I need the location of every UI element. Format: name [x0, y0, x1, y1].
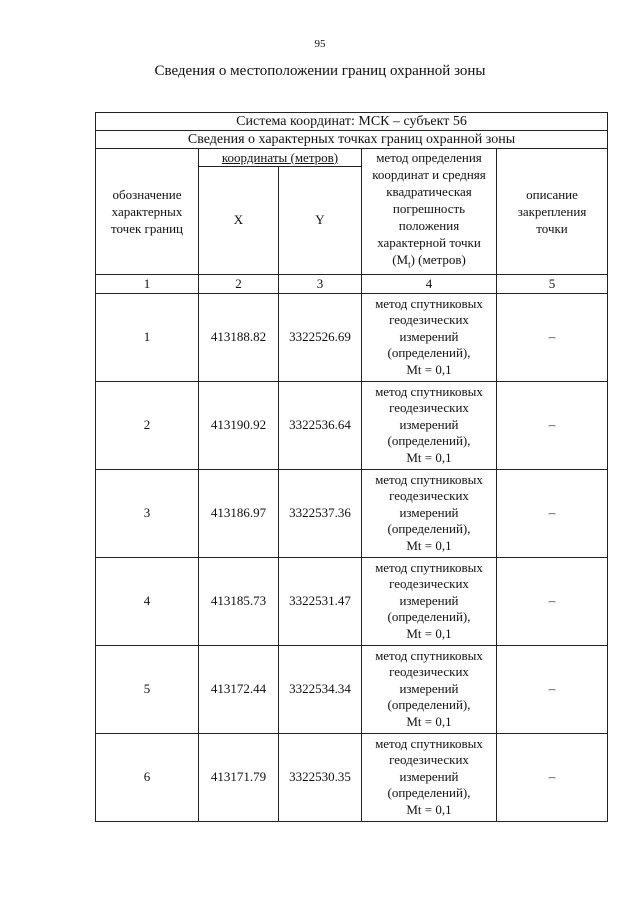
method-line: Mt = 0,1: [406, 713, 452, 729]
method-line: геодезических: [389, 488, 469, 504]
header-method-line: метод определения: [376, 150, 482, 165]
header-fixing: [497, 149, 608, 275]
fixing-cell: –: [497, 645, 608, 733]
x-coordinate-cell: 413186.97: [199, 469, 279, 557]
y-coordinate-cell: 3322531.47: [279, 557, 362, 645]
y-coordinate-cell: 3322536.64: [279, 381, 362, 469]
point-number-cell: 1: [96, 293, 199, 381]
method-line: измерений: [399, 416, 459, 432]
header-method-last-line: [362, 251, 496, 274]
column-number: 5: [497, 274, 608, 293]
section-title-cell: Сведения о характерных точках границ охранной зоны: [96, 131, 608, 149]
method-line: измерений: [399, 328, 459, 344]
method-cell: [362, 557, 497, 645]
y-coordinate-cell: 3322534.34: [279, 645, 362, 733]
table-row: [96, 293, 608, 381]
column-number: 4: [362, 274, 497, 293]
fixing-cell: –: [497, 293, 608, 381]
table-row: [96, 381, 608, 469]
header-point-line: характерных: [111, 203, 183, 219]
point-number-cell: 3: [96, 469, 199, 557]
method-cell: [362, 293, 497, 381]
table-row: [96, 469, 608, 557]
method-line: геодезических: [389, 752, 469, 768]
method-line: метод спутниковых: [375, 559, 483, 575]
column-number-row: [96, 274, 608, 293]
method-line: (определений),: [387, 697, 471, 713]
header-method-line: квадратическая: [386, 184, 472, 199]
method-cell: [362, 733, 497, 821]
method-line: метод спутниковых: [375, 471, 483, 487]
header-row: [96, 149, 608, 167]
method-line: (определений),: [387, 345, 471, 361]
header-fixing-line: описание: [526, 186, 578, 202]
method-cell: [362, 645, 497, 733]
method-line: Mt = 0,1: [406, 801, 452, 817]
header-method-line: погрешность: [392, 201, 466, 216]
header-method-line: координат и средняя: [372, 167, 486, 182]
header-fixing-line: точки: [536, 220, 568, 236]
method-line: Mt = 0,1: [406, 361, 452, 377]
method-line: геодезических: [389, 664, 469, 680]
table-row: [96, 645, 608, 733]
header-method-text: (M: [392, 252, 409, 267]
method-line: геодезических: [389, 576, 469, 592]
fixing-cell: –: [497, 469, 608, 557]
document-title: Сведения о местоположении границ охранной зоны: [154, 63, 486, 79]
header-coordinates: [199, 149, 362, 167]
method-line: (определений),: [387, 609, 471, 625]
point-number-cell: 6: [96, 733, 199, 821]
header-method-line: характерной точки: [377, 235, 481, 250]
header-method-subscript: t: [408, 259, 411, 270]
boundary-points-table: [95, 112, 608, 822]
method-line: Mt = 0,1: [406, 625, 452, 641]
y-coordinate-cell: 3322530.35: [279, 733, 362, 821]
header-coordinates-label: координаты (метров): [221, 149, 339, 165]
x-coordinate-cell: 413172.44: [199, 645, 279, 733]
method-line: геодезических: [389, 312, 469, 328]
fixing-cell: –: [497, 381, 608, 469]
method-line: измерений: [399, 680, 459, 696]
header-fixing-line: закрепления: [517, 203, 587, 219]
y-coordinate-cell: 3322537.36: [279, 469, 362, 557]
point-number-cell: 4: [96, 557, 199, 645]
header-method: [362, 149, 497, 275]
method-line: измерений: [399, 592, 459, 608]
table-row: [96, 557, 608, 645]
coordinate-system-row: [96, 113, 608, 131]
method-cell: [362, 469, 497, 557]
header-y: Y: [279, 167, 362, 274]
method-line: метод спутниковых: [375, 735, 483, 751]
method-line: Mt = 0,1: [406, 537, 452, 553]
method-cell: [362, 381, 497, 469]
coordinate-system-cell: Система координат: МСК – субъект 56: [96, 113, 608, 131]
section-title-row: [96, 131, 608, 149]
method-line: Mt = 0,1: [406, 449, 452, 465]
point-number-cell: 5: [96, 645, 199, 733]
point-number-cell: 2: [96, 381, 199, 469]
method-line: (определений),: [387, 521, 471, 537]
method-line: (определений),: [387, 433, 471, 449]
page-number: 95: [314, 38, 326, 50]
x-coordinate-cell: 413171.79: [199, 733, 279, 821]
header-method-line: положения: [398, 218, 460, 233]
method-line: (определений),: [387, 785, 471, 801]
x-coordinate-cell: 413190.92: [199, 381, 279, 469]
column-number: 3: [279, 274, 362, 293]
header-point-line: обозначение: [112, 186, 182, 202]
x-coordinate-cell: 413188.82: [199, 293, 279, 381]
method-line: метод спутниковых: [375, 383, 483, 399]
column-number: 2: [199, 274, 279, 293]
method-line: геодезических: [389, 400, 469, 416]
y-coordinate-cell: 3322526.69: [279, 293, 362, 381]
header-point-designation: [96, 149, 199, 275]
x-coordinate-cell: 413185.73: [199, 557, 279, 645]
method-line: измерений: [399, 504, 459, 520]
header-x: X: [199, 167, 279, 274]
column-number: 1: [96, 274, 199, 293]
method-line: метод спутниковых: [375, 647, 483, 663]
method-line: метод спутниковых: [375, 295, 483, 311]
header-point-line: точек границ: [110, 220, 184, 236]
method-line: измерений: [399, 768, 459, 784]
header-method-text: ) (метров): [410, 252, 466, 267]
fixing-cell: –: [497, 733, 608, 821]
fixing-cell: –: [497, 557, 608, 645]
table-row: [96, 733, 608, 821]
